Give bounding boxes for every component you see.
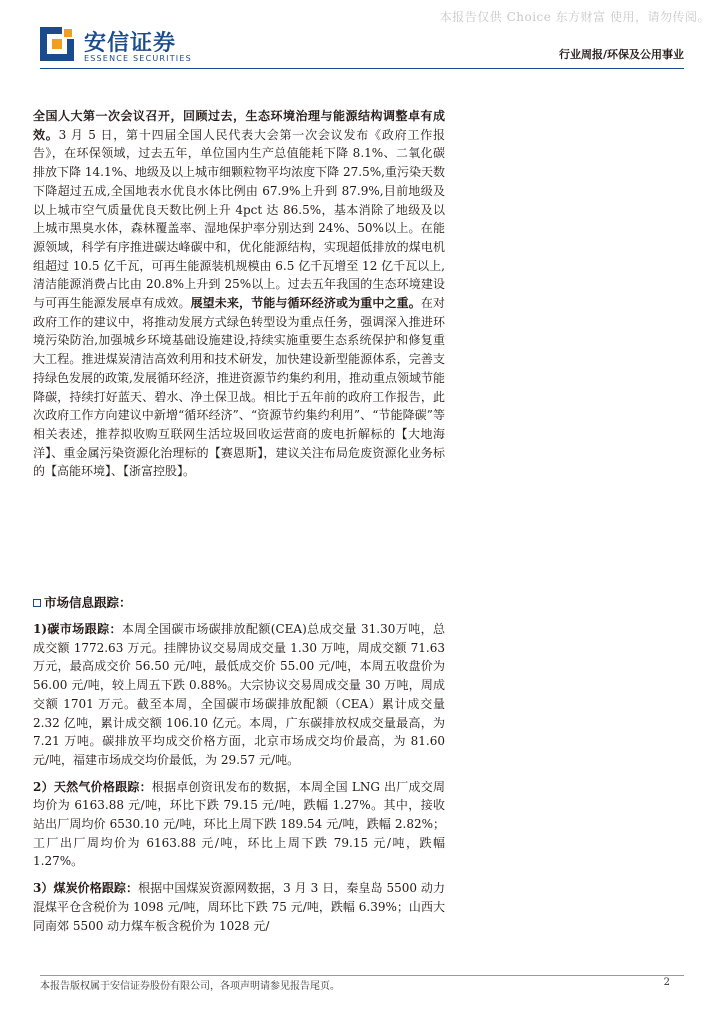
paragraph-heading: 全国人大第一次会议召开，回顾过去，生态环境治理与能源结构调整卓有成效。 — [33, 109, 445, 142]
market-item-text: 本周全国碳市场碳排放配额(CEA)总成交量 31.30万吨，总成交额 1772.63 万元。挂牌协议交易周成交量 1.30 万吨，周成交额 71.63 万元，最高成交价 56.50 元/吨，最低成交价 55.00 元/吨，本周五收盘价为 56.00 元/吨，较上周五下跌 0.88%。大宗协议交易周成交量 30 万吨，周成交额 1701 万元。截至本周，全国碳市场碳排放配额（CEA）累计成交量 2.32 亿吨，累计成交额 106.10 亿元。本周，广东碳排放权成交量最高，为 7.21 万吨。碳排放平均成交价格方面，北京市场成交均价最高，为 81.60 元/吨，福建市场成交均价最低，为 29.57 元/吨。 — [33, 622, 446, 767]
market-item-carbon — [33, 620, 445, 770]
market-item-text: 根据中国煤炭资源网数据，3 月 3 日，秦皇岛 5500 动力混煤平仓含税价为 1098 元/吨，周环比下跌 75 元/吨，跌幅 6.39%；山西大同南郊 5500 动力煤车板含税价为 1028 元/ — [33, 881, 445, 933]
body-paragraph — [33, 107, 445, 481]
market-item-label: 2）天然气价格跟踪： — [33, 779, 152, 794]
watermark-text: 本报告仅供 Choice 东方财富 使用，请勿传阅。 — [439, 10, 710, 24]
section-title-text: 市场信息跟踪： — [44, 595, 132, 610]
market-item-gas — [33, 778, 445, 872]
logo-chinese-name: 安信证券 — [84, 31, 177, 56]
paragraph-text-2: 在对政府工作的建议中，将推动发展方式绿色转型设为重点任务，强调深入推进环境污染防治,加强城乡环境基础设施建设,持续实施重要生态系统保护和修复重大工程。推进煤炭清洁高效利用和技术研发，加快建设新型能源体系，完善支持绿色发展的政策,发展循环经济，推进资源节约集约利用，推动重点领域节能降碳，持续打好蓝天、碧水、净土保卫战。相比于五年前的政府工作报告，此次政府工作方向建议中新增“循环经济”、“资源节约集约利用”、“节能降碳”等相关表述，推荐拟收购互联网生活垃圾回收运营商的废电折解标的【大地海洋】、重金属污染资源化治理标的【赛恩斯】，建议关注布局危废资源化业务标的【高能环境】、【浙富控股】。 — [33, 296, 445, 479]
market-section — [33, 594, 445, 935]
company-logo — [40, 24, 220, 68]
market-item-coal — [33, 879, 445, 935]
paragraph-heading-2: 展望未来，节能与循环经济或为重中之重。 — [190, 296, 421, 311]
logo-english-name: ESSENCE SECURITIES — [84, 54, 192, 63]
logo-mark-icon — [40, 27, 74, 61]
market-item-label: 1)碳市场跟踪： — [33, 622, 122, 636]
section-square-icon — [33, 599, 41, 607]
body-section — [33, 107, 445, 481]
footer-disclaimer: 本报告版权属于安信证券股份有限公司，各项声明请参见报告尾页。 — [40, 981, 340, 992]
paragraph-text: 3 月 5 日，第十四届全国人民代表大会第一次会议发布《政府工作报告》，在环保领域，过去五年，单位国内生产总值能耗下降 8.1%、二氧化碳排放下降 14.1%、地级及以上城市细颗粒物平均浓度下降 27.5%,重污染天数下降超过五成,全国地表水优良水体比例由 67.9%上升到 87.9%,目前地级及以上城市空气质量优良天数比例上升 4pct 达 86.5%，基本消除了地级及以上城市黑臭水体，森林覆盖率、湿地保护率分别达到 24%、50%以上。在能源领域，科学有序推进碳达峰碳中和，优化能源结构，实现超低排放的煤电机组超过 10.5 亿千瓦，可再生能源装机规模由 6.5 亿千瓦增至 12 亿千瓦以上,清洁能源消费占比由 20.8%上升到 25%以上。过去五年我国的生态环境建设与可再生能源发展卓有成效。 — [33, 127, 445, 311]
report-type-label: 行业周报/环保及公用事业 — [558, 48, 684, 61]
market-item-text: 根据卓创资讯发布的数据，本周全国 LNG 出厂成交周均价为 6163.88 元/吨，环比下跌 79.15 元/吨，跌幅 1.27%。其中，接收站出厂周均价 6530.10 元/吨，环比上周下跌 189.54 元/吨，跌幅 2.82%；工厂出厂周均价为 6163.88 元/吨，环比上周下跌 79.15 元/吨，跌幅 1.27%。 — [33, 779, 445, 869]
header-divider — [40, 68, 684, 69]
market-item-label: 3）煤炭价格跟踪： — [33, 881, 139, 896]
section-title — [33, 594, 445, 612]
footer-divider — [40, 975, 684, 976]
page-number: 2 — [663, 977, 670, 988]
